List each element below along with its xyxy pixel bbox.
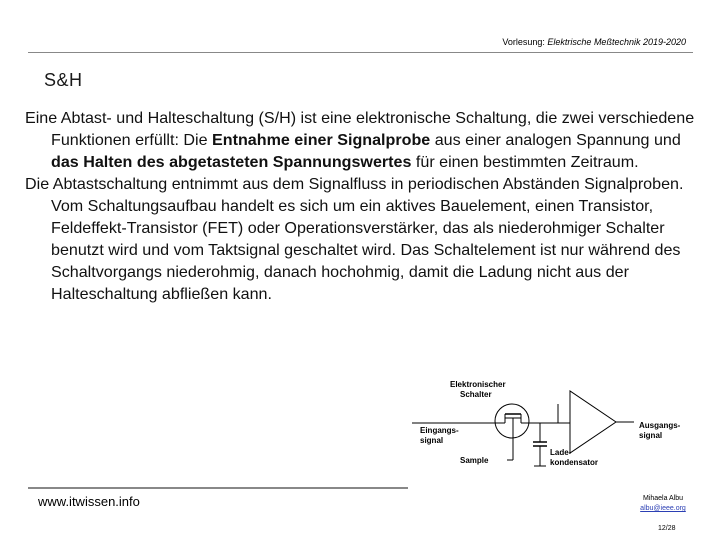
body-text-segment: Eine Abtast- und Halteschaltung (S/H) ist eine elektronische Schaltung, die zwei verschiedene Funktionen erfüllt: Die: [25, 109, 695, 149]
author-email-link[interactable]: albu@ieee.org: [640, 505, 686, 512]
footer-divider: [28, 487, 408, 489]
lecture-header: [502, 37, 686, 47]
output-label-2: signal: [639, 431, 663, 440]
header-course: Elektrische Meßtechnik 2019-2020: [547, 37, 686, 47]
header-prefix: Vorlesung:: [502, 37, 548, 47]
body-text-segment: Die Abtastschaltung entnimmt aus dem Signalfluss in periodischen Abständen Signalproben. Vom Schaltungsaufbau handelt es sich um ein aktives Bauelement, einen Transistor, Feldeffekt-Transistor (FET) oder Operationsverstärker, das als niederohmiger Schalter benutzt wird und vom Taktsignal geschaltet wird. Das Schaltelement ist nur während des Schaltvorgangs niederohmig, danach hochohmig, damit die Ladung nicht aus der Halteschaltung abfließen kann.: [25, 175, 684, 303]
slide-title: S&H: [44, 70, 83, 90]
paragraph-sampling: [25, 173, 705, 305]
sample-label: Sample: [460, 456, 489, 465]
cap-label-1: Lade-: [550, 448, 572, 457]
output-label-1: Ausgangs-: [639, 421, 681, 430]
buffer-amplifier: [570, 391, 616, 453]
sample-hold-circuit-diagram: [412, 374, 702, 474]
switch-label-1: Elektronischer: [450, 380, 506, 389]
input-label-1: Eingangs-: [420, 426, 459, 435]
body-text-segment: für einen bestimmten Zeitraum.: [411, 153, 639, 171]
switch-circle: [495, 404, 529, 438]
slide-body: [25, 107, 705, 305]
cap-label-2: kondensator: [550, 458, 599, 467]
body-text-segment: aus einer analogen Spannung und: [430, 131, 681, 149]
header-divider: [28, 52, 693, 53]
emphasis-text: das Halten des abgetasteten Spannungswertes: [51, 153, 412, 171]
source-url: www.itwissen.info: [38, 494, 140, 509]
paragraph-definition: [25, 107, 705, 173]
emphasis-text: Entnahme einer Signalprobe: [212, 131, 431, 149]
page-number: 12/28: [658, 525, 676, 532]
author-block: [628, 494, 698, 514]
author-name: Mihaela Albu: [642, 495, 684, 502]
switch-label-2: Schalter: [460, 390, 492, 399]
input-label-2: signal: [420, 436, 444, 445]
